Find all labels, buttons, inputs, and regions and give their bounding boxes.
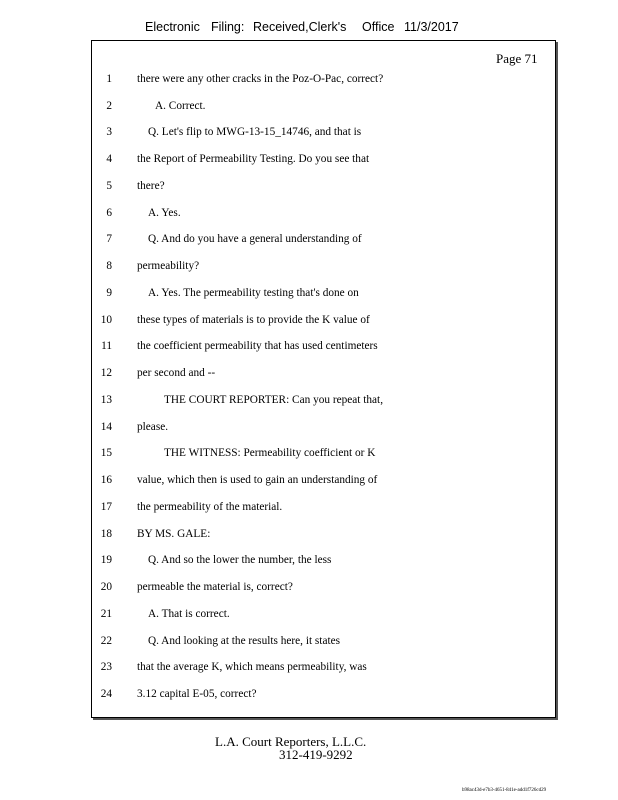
line-text: per second and -- [137,367,216,380]
transcript-line [0,474,560,490]
line-text: that the average K, which means permeability, was [137,661,367,674]
line-text: Q. And do you have a general understanding of [148,233,362,246]
line-text: 3.12 capital E-05, correct? [137,688,257,701]
line-number: 1 [106,73,112,85]
line-number: 13 [100,393,112,406]
filing-office: Office [362,20,395,34]
transcript-line [0,153,560,169]
filing-electronic: Electronic [145,20,200,34]
line-number: 20 [100,581,112,594]
line-number: 7 [106,233,112,246]
filing-stamp [0,20,618,36]
transcript-line [0,394,560,410]
line-text: A. Correct. [155,99,206,112]
line-number: 22 [100,634,112,647]
line-text: the coefficient permeability that has used centimeters [137,340,378,353]
line-number: 16 [100,474,112,487]
filing-label: Filing: [211,20,245,34]
line-number: 2 [106,99,112,112]
line-number: 8 [106,260,112,273]
transcript-line [0,207,560,223]
line-number: 24 [100,688,112,701]
transcript-line [0,608,560,624]
transcript-line [0,100,560,116]
line-text: A. Yes. [148,206,181,219]
transcript-line [0,635,560,651]
transcript-line [0,501,560,517]
line-number: 5 [106,179,112,192]
line-number: 10 [100,313,112,326]
line-text: THE COURT REPORTER: Can you repeat that, [164,393,384,406]
transcript-line [0,661,560,677]
line-text: there were any other cracks in the Poz-O-Pac, correct? [137,73,384,85]
line-text: BY MS. GALE: [137,527,211,540]
line-text: Q. And so the lower the number, the less [148,554,332,567]
line-number: 6 [106,206,112,219]
line-number: 4 [106,153,112,166]
line-text: A. Yes. The permeability testing that's done on [148,286,359,299]
line-number: 15 [100,447,112,460]
line-number: 14 [100,420,112,433]
line-number: 3 [106,126,112,139]
transcript-line [0,260,560,276]
line-number: 21 [100,607,112,620]
line-text: permeable the material is, correct? [137,581,293,594]
line-number: 11 [101,340,112,353]
line-text: permeability? [137,260,200,273]
transcript-line [0,126,560,142]
transcript-line [0,581,560,597]
line-text: Q. Let's flip to MWG-13-15_14746, and that is [148,126,362,139]
transcript-line [0,447,560,463]
footer-company: L.A. Court Reporters, L.L.C. [215,734,367,749]
line-text: there? [137,179,165,192]
transcript-line [0,340,560,356]
transcript-line [0,688,560,704]
document-hash: b98ac43d-e7b3-4651-841e-add1f726cd29 [462,788,547,793]
line-number: 9 [106,286,112,299]
page-number: Page 71 [496,51,538,66]
transcript-line [0,421,560,437]
line-number: 23 [100,661,112,674]
filing-received: Received,Clerk's [253,20,347,34]
line-number: 18 [100,527,112,540]
transcript-line [0,180,560,196]
line-text: the Report of Permeability Testing. Do you see that [137,153,370,166]
transcript-line [0,314,560,330]
line-text: these types of materials is to provide the K value of [137,313,370,326]
line-text: Q. And looking at the results here, it states [148,634,341,647]
line-text: the permeability of the material. [137,500,283,513]
transcript-line [0,528,560,544]
line-text: THE WITNESS: Permeability coefficient or K [164,447,376,460]
line-text: value, which then is used to gain an understanding of [137,474,378,487]
line-text: A. That is correct. [148,607,230,620]
transcript-line [0,73,560,89]
line-text: please. [137,420,169,433]
transcript-line [0,367,560,383]
transcript-line [0,287,560,303]
transcript-line [0,233,560,249]
transcript-line [0,554,560,570]
filing-date: 11/3/2017 [404,20,459,34]
line-number: 17 [100,500,112,513]
line-number: 19 [100,554,112,567]
line-number: 12 [100,367,112,380]
footer-phone: 312-419-9292 [279,747,353,762]
